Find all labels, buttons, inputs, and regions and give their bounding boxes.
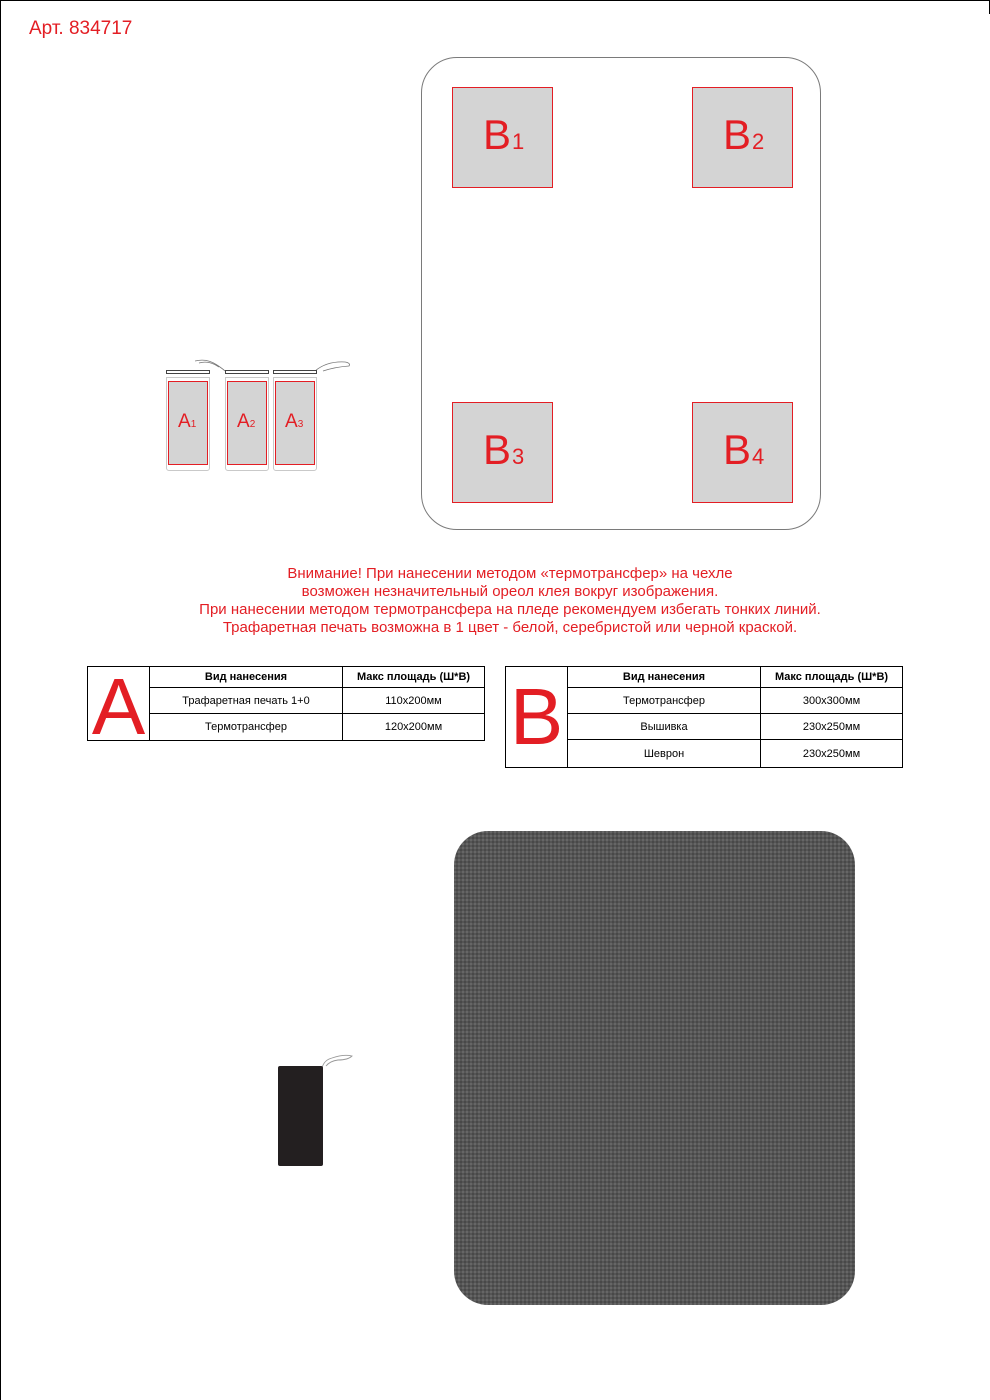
table-header: Вид нанесения [568,667,761,688]
table-cell: 300x300мм [761,688,902,714]
zone-b4 [692,402,793,503]
notice-line: При нанесении методом термотрансфера на пледе рекомендуем избегать тонких линий. [199,601,821,618]
table-letter: B [506,667,568,767]
table-cell: Термотрансфер [568,688,761,714]
zone-label: B1 [483,111,525,158]
pouch-view-3 [273,377,317,471]
table-header: Макс площадь (Ш*В) [343,667,484,688]
zone-a2 [227,381,267,465]
blanket-outline [421,57,821,530]
pouch-view-2 [225,377,269,471]
pouch-photo-cord [318,1052,358,1070]
pouch-top [273,370,317,374]
article-number: Арт. 834717 [29,18,133,39]
table-a [87,662,485,751]
pouch-top [225,370,269,374]
table-cell: 230x250мм [761,714,902,740]
table-cell: Трафаретная печать 1+0 [150,688,343,714]
zone-b1 [452,87,553,188]
zone-label: B3 [483,426,525,473]
table-cell: 110x200мм [343,688,484,714]
zone-a3 [275,381,315,465]
zone-a1 [168,381,208,465]
frame-top-line [0,0,990,1]
pouch-top [166,370,210,374]
zone-label: B2 [723,111,765,158]
notice-line: возможен незначительный ореол клея вокруг изображения. [301,583,719,600]
zone-label: A3 [285,411,304,432]
zone-b3 [452,402,553,503]
table-letter: A [88,667,150,740]
zone-b2 [692,87,793,188]
table-header: Вид нанесения [150,667,343,688]
frame-left-line [0,0,1,1400]
zone-label: A1 [178,411,197,432]
blanket-photo [454,831,855,1305]
zone-label: A2 [237,411,256,432]
zone-label: B4 [723,426,765,473]
table-cell: Термотрансфер [150,714,343,740]
notice-line: Трафаретная печать возможна в 1 цвет - белой, серебристой или черной краской. [222,619,798,636]
pouch-photo [278,1066,323,1166]
table-b [505,666,903,768]
table-cell: Вышивка [568,714,761,740]
table-cell: Шеврон [568,740,761,767]
table-header: Макс площадь (Ш*В) [761,667,902,688]
notice-line: Внимание! При нанесении методом «термотрансфер» на чехле [287,565,733,582]
table-cell: 230x250мм [802,747,861,760]
table-cell: 120x200мм [384,721,443,733]
notice-text [100,565,920,637]
pouch-view-1 [166,377,210,471]
